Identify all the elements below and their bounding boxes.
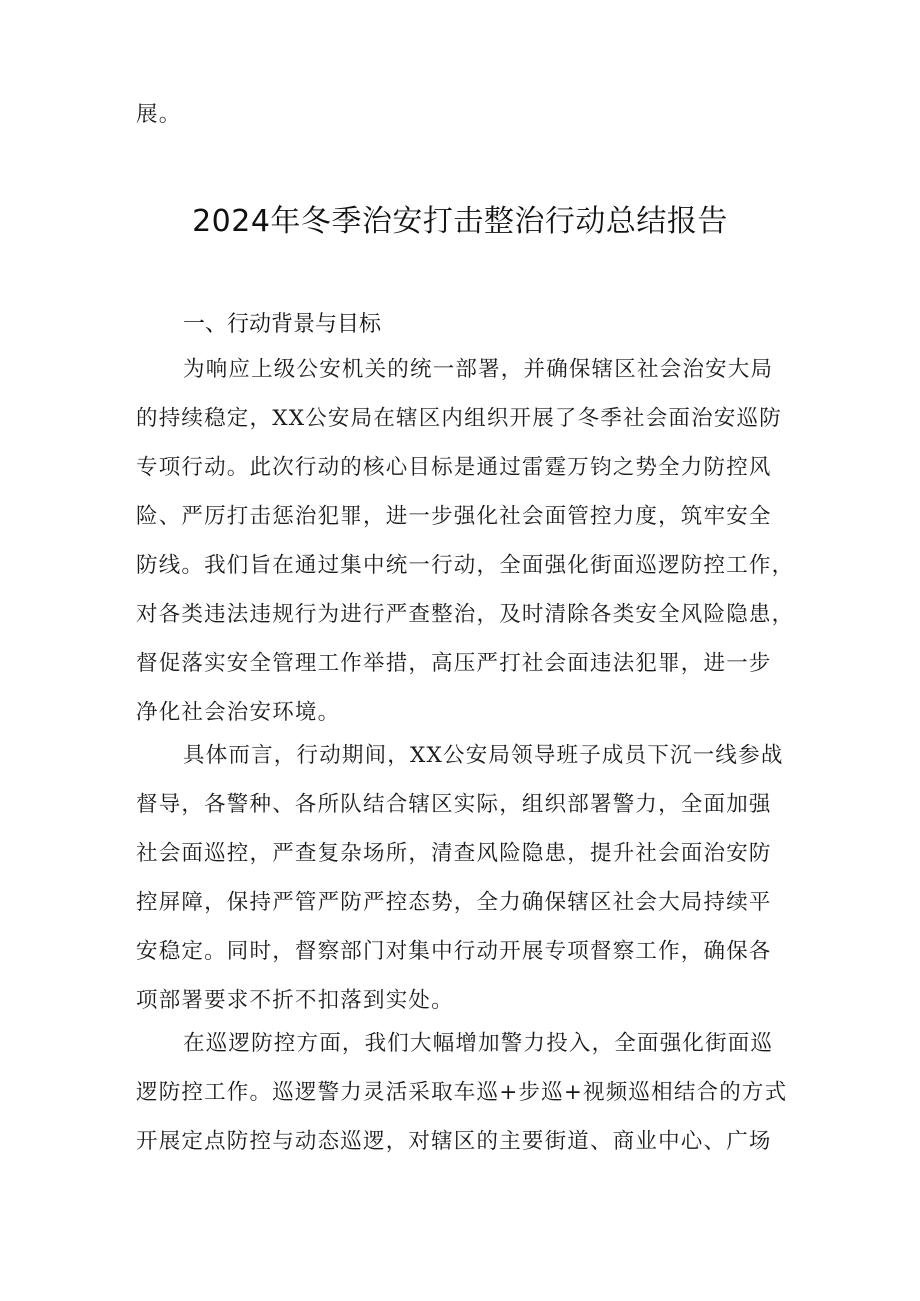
paragraph-1-line-6: 对各类违法违规行为进行严查整治，及时清除各类安全风险隐患， bbox=[136, 602, 795, 627]
paragraph-1-line-1: 为响应上级公安机关的统一部署，并确保辖区社会治安大局 bbox=[183, 357, 774, 382]
paragraph-2-line-3: 社会面巡控，严查复杂场所，清查风险隐患，提升社会面治安防 bbox=[136, 841, 772, 866]
section-heading: 一、行动背景与目标 bbox=[183, 312, 382, 337]
paragraph-3-line-1: 在巡逻防控方面，我们大幅增加警力投入，全面强化街面巡 bbox=[183, 1031, 774, 1056]
paragraph-2-line-5: 安稳定。同时，督察部门对集中行动开展专项督察工作，确保各 bbox=[136, 939, 772, 964]
paragraph-2-line-2: 督导，各警种、各所队结合辖区实际，组织部署警力，全面加强 bbox=[136, 792, 772, 817]
paragraph-1-line-2: 的持续稳定，XX公安局在辖区内组织开展了冬季社会面治安巡防 bbox=[136, 406, 782, 431]
document-title: 2024年冬季治安打击整治行动总结报告 bbox=[192, 204, 728, 239]
paragraph-1-line-8: 净化社会治安环境。 bbox=[136, 700, 341, 725]
paragraph-2-line-1: 具体而言，行动期间，XX公安局领导班子成员下沉一线参战 bbox=[183, 743, 784, 768]
paragraph-1-line-4: 险、严厉打击惩治犯罪，进一步强化社会面管控力度，筑牢安全 bbox=[136, 504, 772, 529]
paragraph-1-line-3: 专项行动。此次行动的核心目标是通过雷霆万钧之势全力防控风 bbox=[136, 455, 772, 480]
paragraph-2-line-6: 项部署要求不折不扣落到实处。 bbox=[136, 988, 454, 1013]
paragraph-1-line-7: 督促落实安全管理工作举措，高压严打社会面违法犯罪，进一步 bbox=[136, 651, 772, 676]
continuation-text: 展。 bbox=[136, 102, 182, 127]
paragraph-2-line-4: 控屏障，保持严管严防严控态势，全力确保辖区社会大局持续平 bbox=[136, 890, 772, 915]
paragraph-1-line-5: 防线。我们旨在通过集中统一行动，全面强化街面巡逻防控工作， bbox=[136, 553, 795, 578]
paragraph-3-line-2: 逻防控工作。巡逻警力灵活采取车巡+步巡+视频巡相结合的方式 bbox=[136, 1080, 788, 1105]
paragraph-3-line-3: 开展定点防控与动态巡逻，对辖区的主要街道、商业中心、广场 bbox=[136, 1129, 772, 1154]
